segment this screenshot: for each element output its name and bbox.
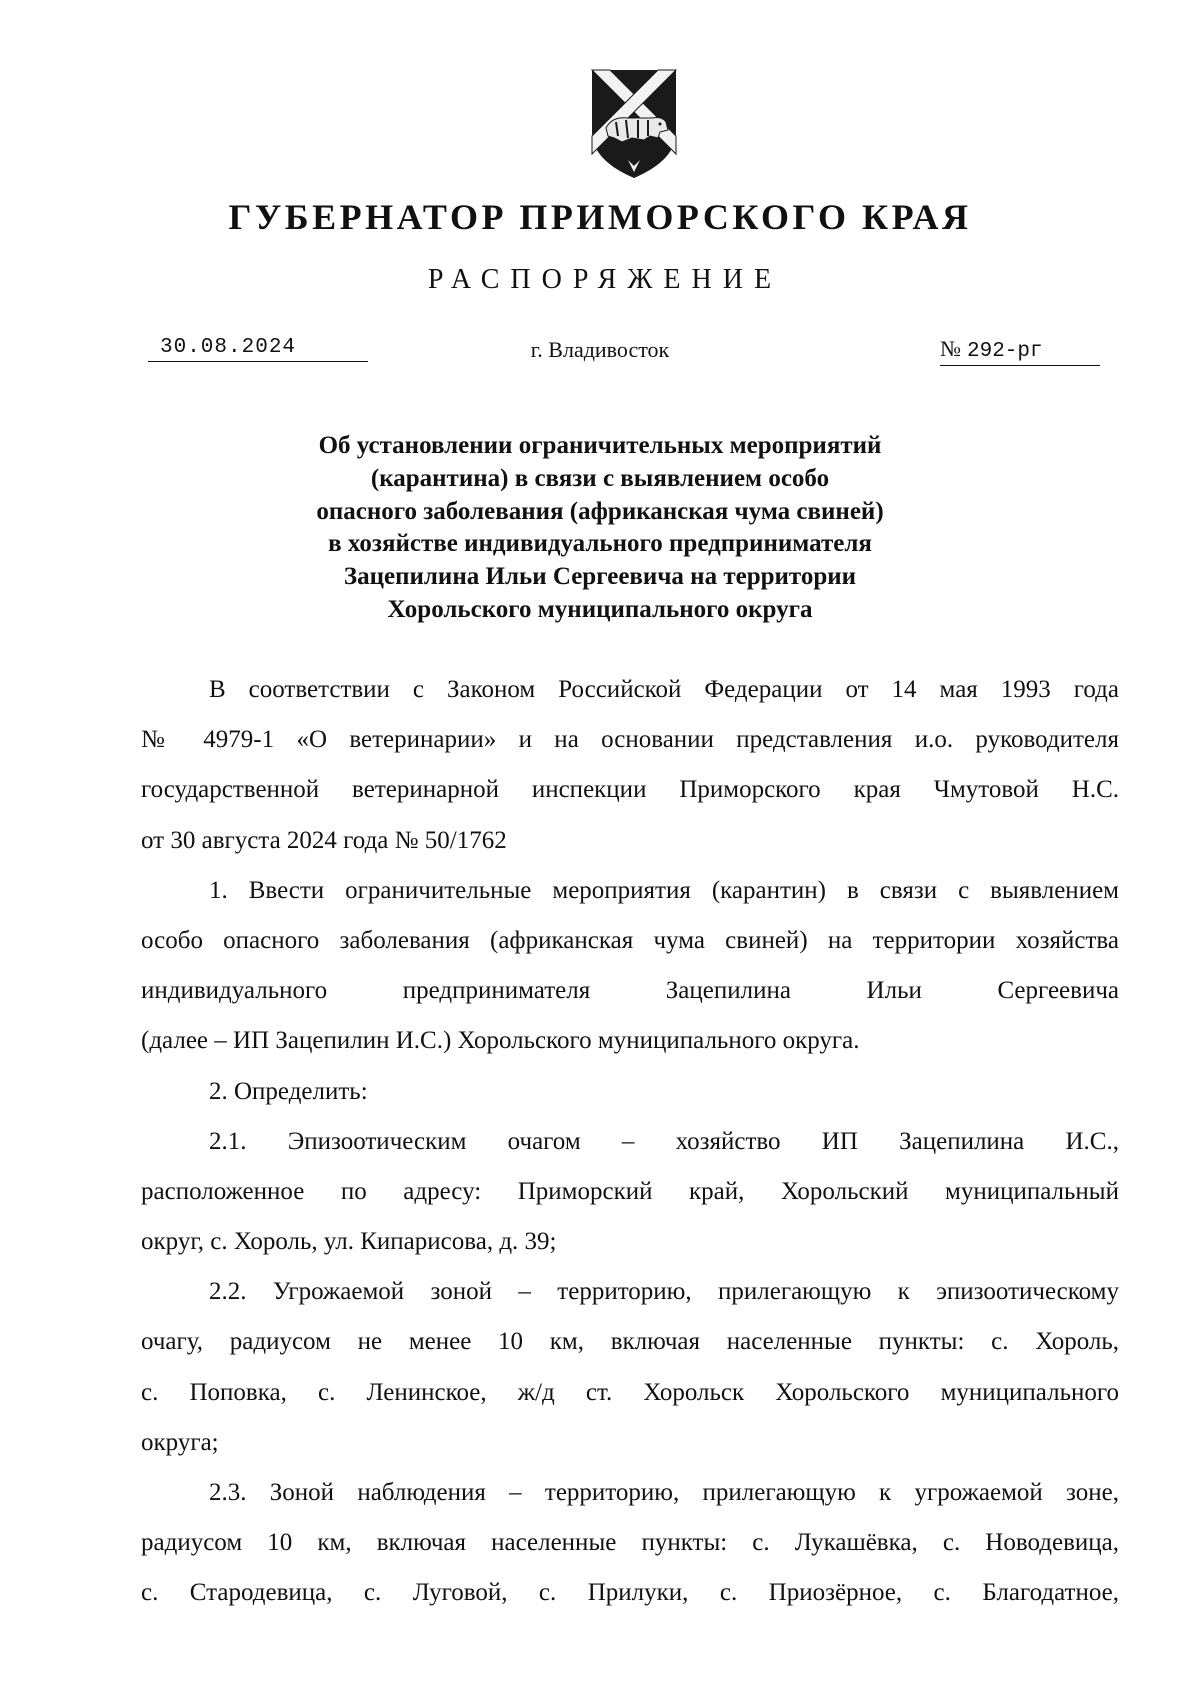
body-line: особо опасного заболевания (африканская чума свиней) на территории хозяйства: [141, 926, 1119, 954]
document-city: г. Владивосток: [530, 337, 670, 362]
body-line: расположенное по адресу: Приморский край, Хорольский муниципальный: [141, 1177, 1119, 1205]
body-line: 1. Ввести ограничительные мероприятия (карантин) в связи с выявлением: [209, 876, 1119, 904]
document-number: [940, 336, 1100, 366]
body-line: радиусом 10 км, включая населенные пункты: с. Лукашёвка, с. Новодевица,: [141, 1529, 1119, 1557]
body-line: (далее – ИП Зацепилин И.С.) Хорольского муниципального округа.: [141, 1027, 860, 1055]
body-line: с. Стародевица, с. Луговой, с. Прилуки, с. Приозёрное, с. Благодатное,: [141, 1579, 1119, 1607]
body-line: от 30 августа 2024 года № 50/1762: [141, 826, 507, 854]
document-date: 30.08.2024: [148, 336, 368, 362]
body-line: В соответствии с Законом Российской Федерации от 14 мая 1993 года: [209, 676, 1119, 703]
title-line: Зацепилина Ильи Сергеевича на территории: [343, 563, 857, 590]
body-line: 2.2. Угрожаемой зоной – территорию, прилегающую к эпизоотическому: [209, 1278, 1119, 1306]
title-line: в хозяйстве индивидуального предпринимателя: [328, 530, 872, 558]
body-line: очагу, радиусом не менее 10 км, включая населенные пункты: с. Хороль,: [141, 1328, 1119, 1356]
coat-of-arms-emblem: [588, 66, 680, 182]
body-line: 2.3. Зоной наблюдения – территорию, прилегающую к угрожаемой зоне,: [209, 1479, 1119, 1506]
body-line: индивидуального предпринимателя Зацепилина Ильи Сергеевича: [141, 977, 1119, 1005]
number-sign: №: [940, 336, 961, 361]
number-value: 292-рг: [967, 340, 1043, 363]
title-line: Хорольского муниципального округа: [387, 595, 813, 623]
body-line: государственной ветеринарной инспекции Приморского края Чмутовой Н.С.: [141, 776, 1119, 804]
body-line: округа;: [141, 1428, 219, 1456]
body-line: 2. Определить:: [209, 1077, 368, 1105]
title-line: (карантина) в связи с выявлением особо: [370, 464, 830, 492]
title-line: опасного заболевания (африканская чума свиней): [316, 497, 884, 525]
document-body: [141, 675, 1119, 1629]
issuing-authority: ГУБЕРНАТОР ПРИМОРСКОГО КРАЯ: [228, 197, 972, 237]
body-line: 2.1. Эпизоотическим очагом – хозяйство ИП Зацепилина И.С.,: [209, 1127, 1119, 1155]
body-line: округ, с. Хороль, ул. Кипарисова, д. 39;: [141, 1228, 557, 1256]
document-title: [200, 430, 1000, 627]
document-type: РАСПОРЯЖЕНИЕ: [427, 264, 783, 295]
body-line: с. Поповка, с. Ленинское, ж/д ст. Хорольск Хорольского муниципального: [141, 1378, 1119, 1406]
body-line: № 4979-1 «О ветеринарии» и на основании представления и.о. руководителя: [141, 726, 1119, 754]
title-line: Об установлении ограничительных мероприятий: [318, 432, 882, 459]
